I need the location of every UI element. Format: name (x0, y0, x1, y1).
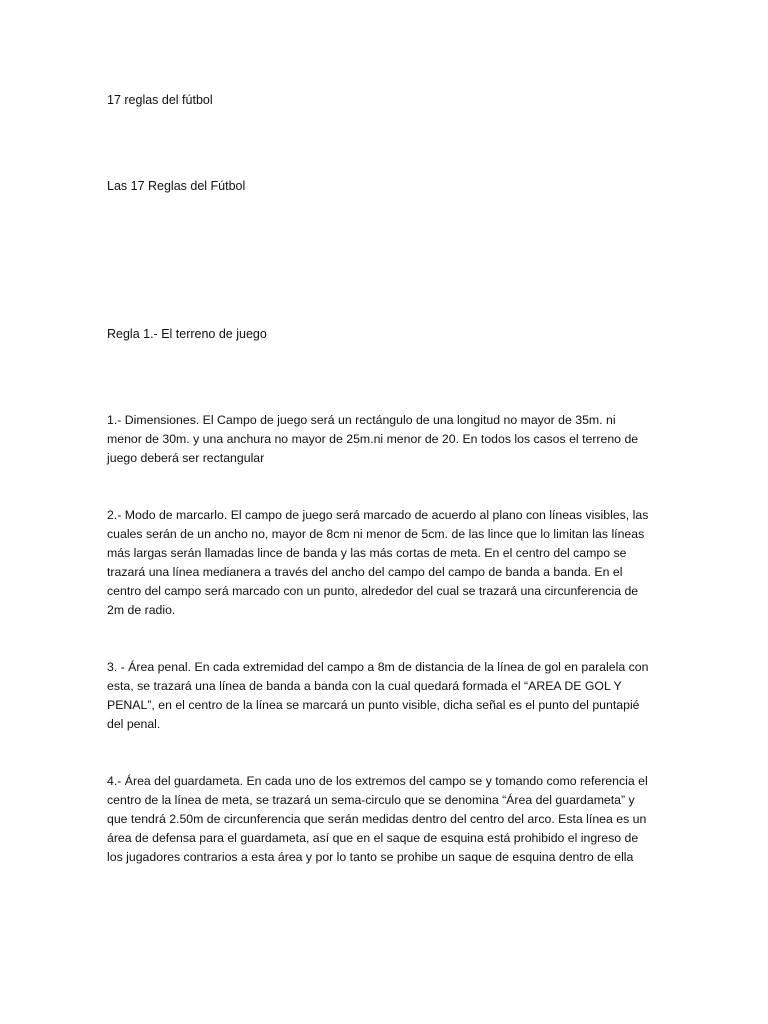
paragraph-line: esta, se trazará una línea de banda a banda con la cual quedará formada el “AREA DE GOL Y (107, 679, 622, 693)
paragraph-line: área de defensa para el guardameta, así que en el saque de esquina está prohibido el ingreso de (107, 831, 639, 845)
paragraph-line: 2.- Modo de marcarlo. El campo de juego será marcado de acuerdo al plano con líneas visibles, las (107, 508, 649, 522)
paragraph-line: 3. - Área penal. En cada extremidad del campo a 8m de distancia de la línea de gol en paralela con (107, 660, 649, 674)
paragraph-line: los jugadores contrarios a esta área y por lo tanto se prohibe un saque de esquina dentro de ella (107, 850, 634, 864)
document-subtitle: Las 17 Reglas del Fútbol (107, 179, 246, 193)
paragraph-line: del penal. (107, 717, 161, 731)
paragraph-line: centro de la línea de meta, se trazará un sema-circulo que se denomina “Área del guardameta” y (107, 793, 635, 807)
paragraph-1 (107, 411, 663, 468)
paragraph-line: más largas serán llamadas lince de banda y las más cortas de meta. En el centro del campo se (107, 546, 627, 560)
paragraph-2 (107, 506, 663, 620)
paragraph-line: centro del campo será marcado con un punto, alrededor del cual se trazará una circunferencia de (107, 584, 639, 598)
paragraph-line: 1.- Dimensiones. El Campo de juego será un rectángulo de una longitud no mayor de 35m. ni (107, 413, 616, 427)
paragraph-line: 2m de radio. (107, 603, 176, 617)
paragraph-line: cuales serán de un ancho no, mayor de 8cm ni menor de 5cm. de las lince que lo limitan las líneas (107, 527, 645, 541)
section-heading: Regla 1.- El terreno de juego (107, 327, 267, 341)
paragraph-line: menor de 30m. y una anchura no mayor de 25m.ni menor de 20. En todos los casos el terreno de (107, 432, 639, 446)
paragraph-4 (107, 772, 663, 867)
paragraph-3 (107, 658, 663, 734)
paragraph-line: juego deberá ser rectangular (107, 451, 265, 465)
paragraph-line: PENAL”, en el centro de la línea se marcará un punto visible, dicha señal es el punto del puntapié (107, 698, 640, 712)
paragraph-line: que tendrá 2.50m de circunferencia que serán medidas dentro del centro del arco. Esta línea es un (107, 812, 647, 826)
paragraph-line: 4.- Área del guardameta. En cada uno de los extremos del campo se y tomando como referencia el (107, 774, 648, 788)
paragraph-line: trazará una línea medianera a través del ancho del campo del campo de banda a banda. En el (107, 565, 623, 579)
document-title: 17 reglas del fútbol (107, 93, 213, 107)
